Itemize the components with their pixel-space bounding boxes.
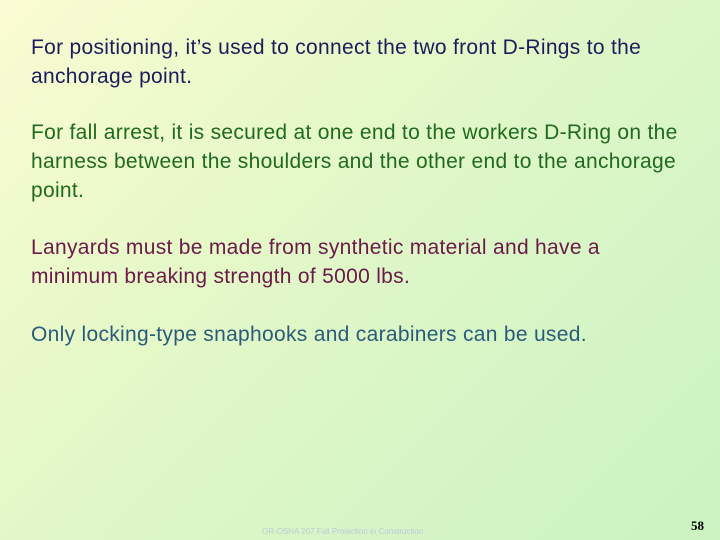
paragraph-fall-arrest: For fall arrest, it is secured at one end to the workers D-Ring on the harness between the shoulders and the other end to the anchorage point. xyxy=(31,121,678,202)
slide-footer: OR-OSHA 207 Fall Protection in Construction xyxy=(262,527,424,536)
paragraph-lanyard-material: Lanyards must be made from synthetic material and have a minimum breaking strength of 5000 lbs. xyxy=(31,236,600,288)
page-number: 58 xyxy=(691,518,704,533)
paragraph-positioning: For positioning, it’s used to connect the two front D-Rings to the anchorage point. xyxy=(31,36,642,88)
paragraph-locking-snaphooks: Only locking-type snaphooks and carabiners can be used. xyxy=(31,323,587,346)
